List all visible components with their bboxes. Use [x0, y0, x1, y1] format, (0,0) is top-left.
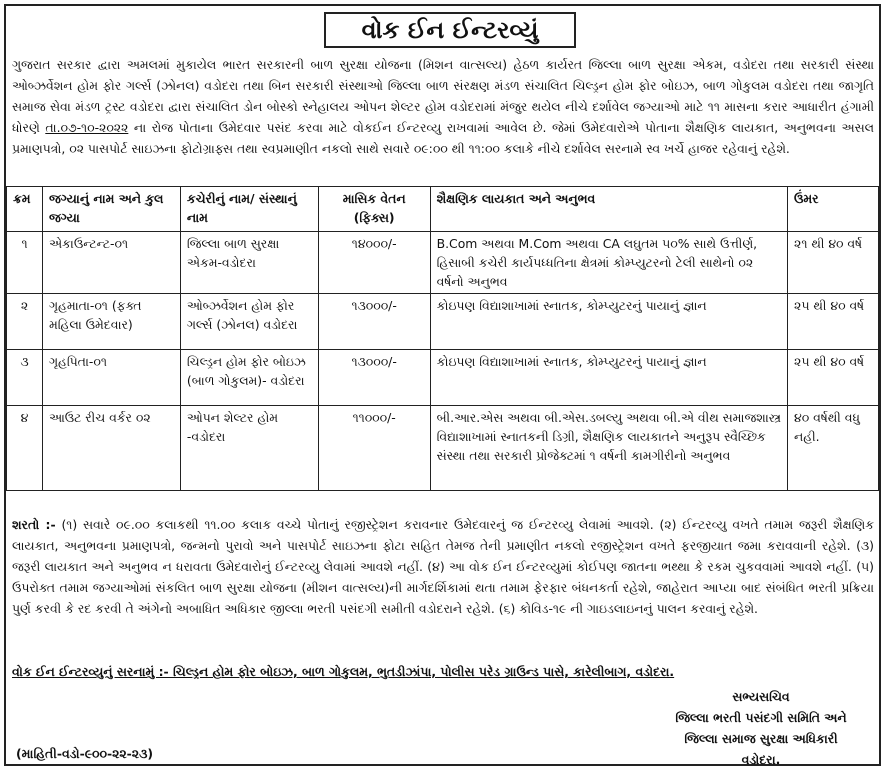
intro-paragraph	[12, 54, 874, 159]
cell-age: ૨૫ થી ૪૦ વર્ષ	[788, 350, 879, 406]
cell-post: ગૃહપિતા-૦૧	[42, 350, 180, 406]
terms-paragraph	[12, 514, 874, 619]
cell-post: આઉટ રીચ વર્કર ૦૨	[42, 406, 180, 491]
interview-address: વોક ઈન ઈન્ટરવ્યુનું સરનામું :- ચિલ્ડ્રન હોમ ફોર બોઇઝ, બાળ ગોકુલમ, ભુતડીઝાંપા, પોલીસ પરેડ ગ્રાઉન્ડ પાસે, કારેલીબાગ, વડોદરા.	[12, 664, 675, 679]
interview-date: તા.૦૭-૧૦-૨૦૨૨	[45, 120, 129, 135]
cell-salary: ૧૪૦૦૦/-	[318, 232, 430, 294]
cell-office: જિલ્લા બાળ સુરક્ષા એકમ-વડોદરા	[180, 232, 318, 294]
cell-age: ૪૦ વર્ષથી વધુ નહી.	[788, 406, 879, 491]
header-post: જગ્યાનું નામ અને કુલ જગ્યા	[42, 187, 180, 232]
signature-line-4: વડોદરા.	[741, 752, 781, 767]
cell-office: ઓબ્ઝર્વેશન હોમ ફોર ગર્લ્સ (ઝોનલ) વડોદરા	[180, 294, 318, 350]
cell-qualification: B.Com અથવા M.Com અથવા CA લઘુતમ ૫૦% સાથે ઉત્તીર્ણ, હિસાબી કચેરી કાર્યપધ્ધતિના ક્ષેત્રમાં કોમ્પ્યુટરનો ટેલી સાથેનો ૦૨ વર્ષનો અનુભવ	[430, 232, 787, 294]
cell-salary: ૧૧૦૦૦/-	[318, 406, 430, 491]
advertisement	[4, 4, 881, 766]
page-title: વોક ઈન ઈન્ટરવ્યું	[324, 12, 576, 48]
signature-block	[648, 686, 874, 770]
terms-label: શરતો :-	[12, 517, 56, 532]
intro-text: ગુજરાત સરકાર દ્વારા અમલમાં મુકાયેલ ભારત સરકારની બાળ સુરક્ષા યોજના (મિશન વાત્સલ્ય) હેઠળ કાર્યરત જિલ્લા બાળ સુરક્ષા એકમ, વડોદરા તથા સરકારી સંસ્થા ઓબ્ઝર્વેશન હોમ ફોર ગર્લ્સ (ઝોનલ) વડોદરા તથા બિન સરકારી સંસ્થાઓ જિલ્લા બાળ સંરક્ષણ મંડળ સંચાલિત ચિલ્ડ્રન હોમ ફોર બોઇઝ, બાળ ગોકુલમ વડોદરા તથા જાગૃતિ સમાજ સેવા મંડળ ટ્રસ્ટ વડોદરા દ્વારા સંચાલિત ડોન બોસ્કો સ્નેહાલય ઓપન શેલ્ટર હોમ વડોદરામાં મંજુર થયેલ નીચે દર્શાવેલ જગ્યાઓ માટે ૧૧ માસના કરાર આધારીત હંગામી ધોરણે	[12, 57, 874, 135]
header-age: ઉંમર	[788, 187, 879, 232]
header-sr: ક્રમ	[7, 187, 43, 232]
table-row	[7, 294, 879, 350]
signature-line-3: જિલ્લા સમાજ સુરક્ષા અધિકારી	[684, 731, 838, 746]
reference-number: (માહિતી-વડો-૯૦૦-૨૨-૨૩)	[16, 746, 153, 761]
header-office: કચેરીનું નામ/ સંસ્થાનું નામ	[180, 187, 318, 232]
cell-post: એકાઉન્ટન્ટ-૦૧	[42, 232, 180, 294]
intro-text-continued: ના રોજ પોતાના ઉમેદવાર પસંદ કરવા માટે વોકઈન ઈન્ટરવ્યુ રાખવામાં આવેલ છે. જેમાં ઉમેદવારોએ પોતાના શૈક્ષણિક લાયકાત, અનુભવના અસલ પ્રમાણપત્રો, ૦૨ પાસપોર્ટ સાઇઝના ફોટોગ્રાફ્સ તથા સ્વપ્રમાણીત નકલો સાથે સવારે ૦૯:૦૦ થી ૧૧:૦૦ કલાકે નીચે દર્શાવેલ સરનામે સ્વ ખર્ચે હાજર રહેવાનું રહેશે.	[12, 120, 874, 156]
table-row	[7, 406, 879, 491]
cell-qualification: બી.આર.એસ અથવા બી.એસ.ડબલ્યુ અથવા બી.એ વીથ સમાજશાસ્ત્ર વિદ્યાશાખામાં સ્નાતકની ડિગ્રી, શૈક્ષણિક લાયકાતને અનુરૂપ સ્વૈચ્છિક સંસ્થા તથા સરકારી પ્રોજેક્ટમાં ૧ વર્ષની કામગીરીનો અનુભવ	[430, 406, 787, 491]
cell-age: ૨૧ થી ૪૦ વર્ષ	[788, 232, 879, 294]
cell-age: ૨૫ થી ૪૦ વર્ષ	[788, 294, 879, 350]
table-header-row	[7, 187, 879, 232]
header-salary: માસિક વેતન (ફિક્સ)	[318, 187, 430, 232]
cell-office: ચિલ્ડ્રન હોમ ફોર બોઇઝ (બાળ ગોકુલમ)- વડોદરા	[180, 350, 318, 406]
vacancy-table	[6, 186, 879, 491]
signature-line-1: સભ્યસચિવ	[732, 689, 790, 704]
cell-salary: ૧૩૦૦૦/-	[318, 350, 430, 406]
cell-post: ગૃહમાતા-૦૧ (ફક્ત મહિલા ઉમેદવાર)	[42, 294, 180, 350]
table-row	[7, 350, 879, 406]
cell-sr: ૨	[7, 294, 43, 350]
table-row	[7, 232, 879, 294]
cell-sr: ૧	[7, 232, 43, 294]
cell-sr: ૩	[7, 350, 43, 406]
cell-qualification: કોઇપણ વિદ્યાશાખામાં સ્નાતક, કોમ્પ્યુટરનું પાયાનું જ્ઞાન	[430, 350, 787, 406]
terms-text: (૧) સવારે ૦૯.૦૦ કલાકથી ૧૧.૦૦ કલાક વચ્ચે પોતાનું રજીસ્ટ્રેશન કરાવનાર ઉમેદવારનું જ ઈન્ટરવ્યુ લેવામાં આવશે. (૨) ઈન્ટરવ્યુ વખતે તમામ જરૂરી શૈક્ષણિક લાયકાત, અનુભવના પ્રમાણપત્રો, જન્મનો પુરાવો અને પાસપોર્ટ સાઇઝના ફોટા સહિત તેમજ તેની પ્રમાણીત નકલો રજીસ્ટ્રેશન વખતે ફરજીયાત જમા કરાવવાની રહેશે. (૩) જરૂરી લાયકાત અને અનુભવ ન ધરાવતા ઉમેદવારોનું ઈન્ટરવ્યુ લેવામાં આવશે નહીં. (૪) આ વોક ઈન ઈન્ટરવ્યુમાં કોઈપણ જાતના ભથ્થા કે રકમ ચુકવવામાં આવશે નહીં. (૫) ઉપરોક્ત તમામ જગ્યાઓમાં સંકલિત બાળ સુરક્ષા યોજના (મીશન વાત્સલ્ય)ની માર્ગદર્શિકામાં થતા તમામ ફેરફાર બંધનકર્તા રહેશે, જાહેરાત આપ્યા બાદ સંબંધિત ભરતી પ્રક્રિયા પુર્ણ કરવી કે રદ કરવી તે અંગેનો અબાધિત અધિકાર જીલ્લા ભરતી પસંદગી સમીતી વડોદરાને રહેશે. (૬) કોવિડ-૧૯ ની ગાઇડલાઇનનું પાલન કરવાનું રહેશે.	[12, 517, 874, 616]
cell-qualification: કોઇપણ વિદ્યાશાખામાં સ્નાતક, કોમ્પ્યુટરનું પાયાનું જ્ઞાન	[430, 294, 787, 350]
signature-line-2: જિલ્લા ભરતી પસંદગી સમિતિ અને	[675, 710, 847, 725]
cell-sr: ૪	[7, 406, 43, 491]
header-qualification: શૈક્ષણિક લાયકાત અને અનુભવ	[430, 187, 787, 232]
cell-office: ઓપન શેલ્ટર હોમ -વડોદરા	[180, 406, 318, 491]
cell-salary: ૧૩૦૦૦/-	[318, 294, 430, 350]
